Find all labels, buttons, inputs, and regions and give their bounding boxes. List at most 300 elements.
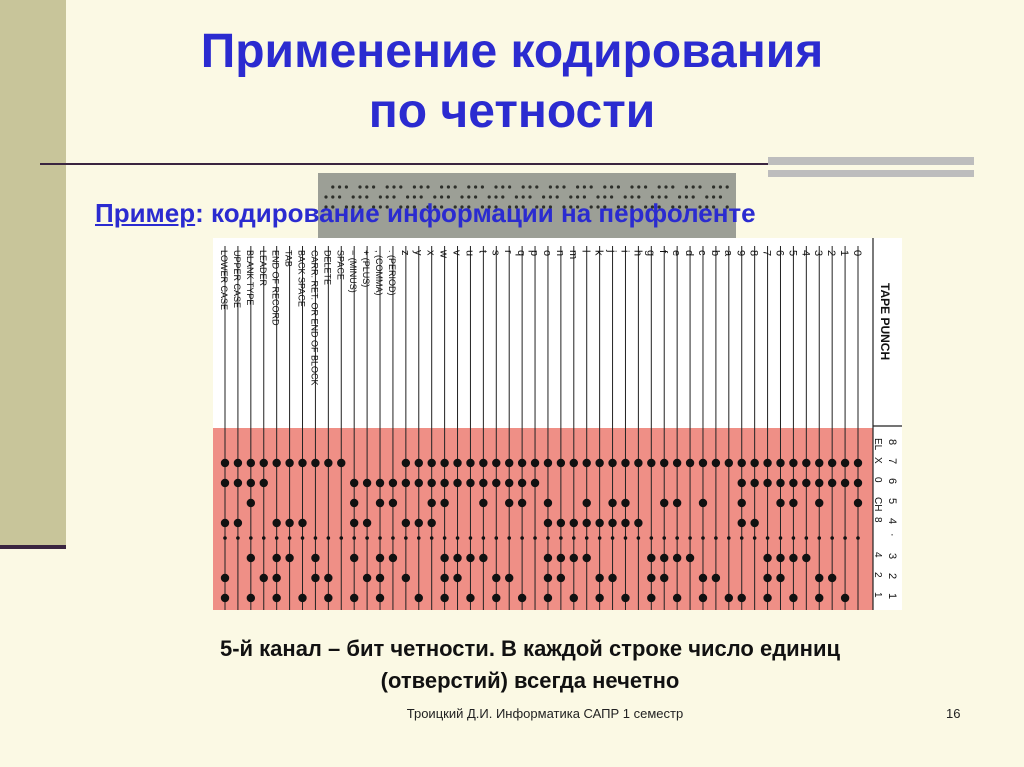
divider-accent-top: [768, 157, 974, 165]
tape-hole: [247, 594, 255, 602]
channel-label: 2: [886, 573, 898, 580]
tape-character-label: 2: [825, 250, 838, 257]
sprocket-hole: [585, 536, 589, 540]
tape-character-label: 4: [799, 250, 812, 257]
sprocket-hole: [856, 536, 860, 540]
caption: [160, 633, 900, 697]
tape-hole: [673, 554, 681, 562]
tape-hole: [298, 519, 306, 527]
sprocket-hole: [753, 536, 757, 540]
tape-character-label: 7: [760, 250, 773, 257]
tape-character-label: 6: [773, 250, 786, 257]
tape-hole: [492, 479, 500, 487]
tape-hole: [763, 594, 771, 602]
tape-hole: [789, 459, 797, 467]
tape-hole: [608, 519, 616, 527]
sprocket-hole: [236, 536, 240, 540]
strip-hole: [726, 185, 729, 188]
tape-hole: [311, 554, 319, 562]
sprocket-hole: [598, 536, 602, 540]
strip-hole: [535, 185, 538, 188]
tape-hole: [466, 479, 474, 487]
tape-hole: [570, 554, 578, 562]
slide-title: [70, 22, 954, 142]
sprocket-hole: [469, 536, 473, 540]
strip-hole: [481, 185, 484, 188]
tape-hole: [557, 554, 565, 562]
strip-hole: [447, 185, 450, 188]
sprocket-hole: [417, 536, 421, 540]
tape-hole: [466, 554, 474, 562]
tape-character-label: BLANK TYPE: [244, 250, 255, 306]
sprocket-hole: [456, 536, 460, 540]
tape-hole: [738, 479, 746, 487]
tape-character-label: CARR. RET. OR END OF BLOCK: [309, 250, 320, 386]
sprocket-hole: [701, 536, 705, 540]
tape-hole: [699, 594, 707, 602]
code-label: 1: [872, 592, 883, 598]
tape-hole: [479, 459, 487, 467]
tape-hole: [285, 519, 293, 527]
strip-hole: [426, 185, 429, 188]
tape-hole: [583, 519, 591, 527]
strip-hole: [698, 185, 701, 188]
channel-label: 3: [886, 553, 898, 560]
sprocket-hole: [727, 536, 731, 540]
strip-hole: [590, 185, 593, 188]
channel-label: 8: [886, 439, 898, 446]
tape-hole: [376, 499, 384, 507]
tape-hole: [647, 554, 655, 562]
tape-character-label: w: [437, 250, 450, 258]
tape-hole: [634, 459, 642, 467]
tape-hole: [389, 554, 397, 562]
tape-header: TAPE PUNCH: [878, 283, 892, 361]
tape-character-label: 5: [786, 250, 799, 257]
tape-hole: [221, 479, 229, 487]
sprocket-hole: [675, 536, 679, 540]
tape-hole: [738, 594, 746, 602]
tape-hole: [789, 479, 797, 487]
sprocket-hole: [533, 536, 537, 540]
tape-hole: [557, 519, 565, 527]
tape-character-label: k: [592, 250, 605, 256]
tape-hole: [492, 574, 500, 582]
strip-hole: [467, 185, 470, 188]
tape-hole: [466, 594, 474, 602]
tape-hole: [750, 519, 758, 527]
tape-character-label: z: [398, 250, 411, 256]
tape-hole: [518, 594, 526, 602]
tape-hole: [686, 459, 694, 467]
tape-hole: [518, 499, 526, 507]
tape-hole: [583, 499, 591, 507]
tape-hole: [453, 554, 461, 562]
tape-hole: [789, 499, 797, 507]
tape-hole: [608, 574, 616, 582]
tape-hole: [828, 459, 836, 467]
tape-hole: [389, 499, 397, 507]
tape-hole: [544, 594, 552, 602]
code-label: EL: [872, 438, 883, 451]
tape-character-label: a: [721, 250, 734, 257]
strip-hole: [345, 185, 348, 188]
strip-hole: [637, 185, 640, 188]
tape-hole: [479, 554, 487, 562]
strip-hole: [386, 185, 389, 188]
tape-hole: [492, 594, 500, 602]
tape-hole: [272, 594, 280, 602]
channel-label: 1: [886, 593, 898, 600]
tape-hole: [544, 459, 552, 467]
tape-hole: [660, 499, 668, 507]
tape-hole: [673, 499, 681, 507]
tape-hole: [583, 554, 591, 562]
tape-hole: [415, 459, 423, 467]
code-label: 2: [872, 572, 883, 578]
strip-hole: [617, 185, 620, 188]
strip-hole: [556, 185, 559, 188]
sprocket-hole: [843, 536, 847, 540]
tape-hole: [453, 574, 461, 582]
tape-hole: [247, 459, 255, 467]
title-line-1: Применение кодирования: [200, 25, 824, 78]
tape-hole: [660, 574, 668, 582]
tape-hole: [453, 459, 461, 467]
title-line-2: по четности: [368, 85, 656, 138]
tape-hole: [260, 459, 268, 467]
sprocket-hole: [430, 536, 434, 540]
tape-hole: [763, 459, 771, 467]
tape-hole: [776, 554, 784, 562]
tape-character-label: 1: [838, 250, 851, 257]
tape-hole: [402, 519, 410, 527]
sprocket-hole: [817, 536, 821, 540]
channel-label: 5: [886, 498, 898, 505]
tape-hole: [260, 479, 268, 487]
tape-character-label: y: [411, 250, 424, 256]
tape-character-label: END OF RECORD: [270, 250, 281, 326]
strip-hole: [392, 185, 395, 188]
tape-character-label: DELETE: [322, 250, 333, 286]
sprocket-hole: [339, 536, 343, 540]
tape-hole: [427, 519, 435, 527]
tape-hole: [272, 459, 280, 467]
caption-line-1: 5-й канал – бит четности. В каждой строке число единиц: [219, 636, 841, 661]
tape-hole: [505, 499, 513, 507]
sprocket-hole: [327, 536, 331, 540]
sprocket-hole: [624, 536, 628, 540]
tape-hole: [673, 594, 681, 602]
strip-hole: [692, 185, 695, 188]
tape-hole: [595, 459, 603, 467]
strip-hole: [528, 185, 531, 188]
tape-character-label: j: [605, 250, 618, 253]
caption-line-2: (отверстий) всегда нечетно: [380, 668, 680, 693]
sprocket-hole: [637, 536, 641, 540]
tape-hole: [583, 459, 591, 467]
tape-hole: [776, 479, 784, 487]
strip-hole: [576, 185, 579, 188]
tape-hole: [557, 574, 565, 582]
left-accent-bar: [0, 0, 66, 548]
tape-hole: [247, 479, 255, 487]
tape-character-label: LOWER CASE: [219, 250, 229, 311]
strip-hole: [583, 185, 586, 188]
tape-hole: [466, 459, 474, 467]
tape-hole: [350, 499, 358, 507]
sprocket-hole: [365, 536, 369, 540]
tape-character-label: BACK SPACE: [296, 250, 307, 307]
strip-hole: [338, 185, 341, 188]
tape-character-label: 9: [734, 250, 747, 257]
tape-hole: [595, 574, 603, 582]
tape-hole: [776, 574, 784, 582]
sprocket-hole: [223, 536, 227, 540]
strip-hole: [399, 185, 402, 188]
tape-hole: [544, 499, 552, 507]
code-label: 0: [872, 477, 883, 483]
tape-hole: [647, 574, 655, 582]
tape-hole: [854, 479, 862, 487]
tape-hole: [828, 574, 836, 582]
tape-hole: [518, 479, 526, 487]
strip-hole: [549, 185, 552, 188]
tape-character-label: , (COMMA): [374, 250, 385, 296]
sprocket-hole: [249, 536, 253, 540]
tape-hole: [376, 574, 384, 582]
tape-character-label: m: [566, 250, 579, 260]
tape-hole: [763, 479, 771, 487]
tape-hole: [402, 574, 410, 582]
channel-label: ·: [886, 533, 898, 537]
strip-hole: [372, 185, 375, 188]
tape-hole: [221, 574, 229, 582]
tape-character-label: 0: [851, 250, 863, 257]
tape-hole: [815, 479, 823, 487]
tape-hole: [285, 554, 293, 562]
tape-character-label: UPPER CASE: [231, 250, 242, 309]
tape-hole: [712, 574, 720, 582]
tape-hole: [234, 479, 242, 487]
tape-hole: [621, 459, 629, 467]
tape-hole: [221, 459, 229, 467]
tape-character-label: u: [463, 250, 476, 257]
example-heading: [95, 198, 756, 229]
tape-hole: [492, 459, 500, 467]
sprocket-hole: [546, 536, 550, 540]
tape-hole: [608, 499, 616, 507]
tape-hole: [350, 594, 358, 602]
tape-hole: [221, 519, 229, 527]
strip-hole: [630, 185, 633, 188]
tape-hole: [363, 519, 371, 527]
sprocket-hole: [779, 536, 783, 540]
tape-character-label: 8: [747, 250, 760, 257]
strip-hole: [664, 185, 667, 188]
tape-hole: [234, 459, 242, 467]
tape-hole: [221, 594, 229, 602]
example-label: Пример: [95, 198, 196, 228]
tape-hole: [841, 594, 849, 602]
tape-hole: [725, 594, 733, 602]
tape-character-label: c: [695, 250, 708, 256]
tape-hole: [621, 594, 629, 602]
example-text: : кодирование информации на перфоленте: [195, 198, 756, 228]
tape-character-label: f: [657, 250, 670, 254]
tape-hole: [647, 594, 655, 602]
tape-character-label: h: [631, 250, 644, 257]
tape-character-label: e: [670, 250, 683, 257]
tape-hole: [557, 459, 565, 467]
tape-hole: [402, 459, 410, 467]
sprocket-hole: [482, 536, 486, 540]
tape-character-label: TAB: [283, 250, 294, 267]
channel-label: 7: [886, 458, 898, 465]
tape-character-label: d: [683, 250, 696, 257]
strip-hole: [671, 185, 674, 188]
tape-hole: [285, 459, 293, 467]
tape-hole: [324, 574, 332, 582]
tape-hole: [738, 459, 746, 467]
tape-hole: [789, 594, 797, 602]
channel-label: 6: [886, 478, 898, 485]
tape-hole: [738, 519, 746, 527]
tape-hole: [544, 574, 552, 582]
sprocket-hole: [494, 536, 498, 540]
sprocket-hole: [611, 536, 615, 540]
strip-hole: [454, 185, 457, 188]
sprocket-hole: [714, 536, 718, 540]
tape-hole: [802, 459, 810, 467]
tape-hole: [415, 594, 423, 602]
tape-hole: [854, 499, 862, 507]
tape-character-label: SPACE: [335, 250, 346, 280]
strip-hole: [658, 185, 661, 188]
tape-hole: [440, 479, 448, 487]
tape-hole: [686, 554, 694, 562]
tape-character-label: − (MINUS): [348, 250, 359, 293]
sprocket-hole: [275, 536, 279, 540]
tape-hole: [453, 479, 461, 487]
tape-hole: [311, 459, 319, 467]
tape-character-label: l: [579, 250, 592, 253]
strip-hole: [685, 185, 688, 188]
tape-hole: [660, 554, 668, 562]
tape-hole: [802, 479, 810, 487]
tape-hole: [427, 459, 435, 467]
page-number: 16: [946, 706, 961, 721]
tape-hole: [647, 459, 655, 467]
tape-punch-area: [213, 428, 873, 610]
tape-hole: [570, 519, 578, 527]
strip-hole: [474, 185, 477, 188]
tape-hole: [376, 594, 384, 602]
tape-hole: [234, 519, 242, 527]
strip-hole: [413, 185, 416, 188]
code-label: 4: [872, 552, 883, 558]
tape-hole: [324, 594, 332, 602]
strip-hole: [719, 185, 722, 188]
tape-character-label: LEADER: [257, 250, 268, 287]
tape-hole: [802, 554, 810, 562]
sprocket-hole: [688, 536, 692, 540]
punched-tape-figure: [213, 238, 902, 610]
tape-hole: [699, 499, 707, 507]
tape-hole: [763, 554, 771, 562]
channel-label: 4: [886, 518, 898, 525]
tape-hole: [750, 459, 758, 467]
tape-hole: [505, 479, 513, 487]
tape-hole: [621, 499, 629, 507]
sprocket-hole: [404, 536, 408, 540]
tape-character-label: i: [618, 250, 631, 253]
tape-hole: [531, 459, 539, 467]
strip-hole: [712, 185, 715, 188]
sprocket-hole: [352, 536, 356, 540]
tape-character-label: r: [502, 250, 515, 254]
sprocket-hole: [792, 536, 796, 540]
tape-hole: [776, 499, 784, 507]
strip-hole: [508, 185, 511, 188]
sprocket-hole: [507, 536, 511, 540]
tape-hole: [389, 479, 397, 487]
tape-hole: [402, 479, 410, 487]
tape-hole: [712, 459, 720, 467]
tape-hole: [544, 519, 552, 527]
tape-hole: [376, 554, 384, 562]
code-label: 8: [872, 517, 883, 523]
sprocket-hole: [805, 536, 809, 540]
tape-hole: [427, 479, 435, 487]
tape-hole: [634, 519, 642, 527]
tape-character-label: 3: [812, 250, 825, 257]
tape-hole: [725, 459, 733, 467]
tape-character-label: g: [644, 250, 657, 257]
tape-hole: [841, 479, 849, 487]
tape-hole: [531, 479, 539, 487]
tape-character-label: q: [515, 250, 528, 257]
divider-accent-bottom: [768, 170, 974, 177]
tape-character-label: . (PERIOD): [386, 250, 397, 296]
strip-hole: [440, 185, 443, 188]
tape-hole: [660, 459, 668, 467]
tape-hole: [440, 554, 448, 562]
tape-hole: [776, 459, 784, 467]
tape-hole: [363, 479, 371, 487]
tape-hole: [570, 594, 578, 602]
tape-character-label: v: [450, 250, 463, 256]
tape-hole: [828, 479, 836, 487]
strip-hole: [501, 185, 504, 188]
tape-hole: [750, 479, 758, 487]
tape-character-label: s: [489, 250, 502, 256]
tape-hole: [621, 519, 629, 527]
strip-hole: [603, 185, 606, 188]
tape-character-label: t: [476, 250, 489, 254]
tape-hole: [324, 459, 332, 467]
tape-hole: [505, 574, 513, 582]
strip-hole: [494, 185, 497, 188]
code-label: CH: [872, 497, 883, 512]
tape-hole: [854, 459, 862, 467]
tape-hole: [247, 499, 255, 507]
left-accent-underline: [0, 545, 66, 549]
tape-hole: [595, 519, 603, 527]
code-label: X: [872, 457, 883, 464]
title-divider: [40, 163, 770, 165]
strip-hole: [644, 185, 647, 188]
